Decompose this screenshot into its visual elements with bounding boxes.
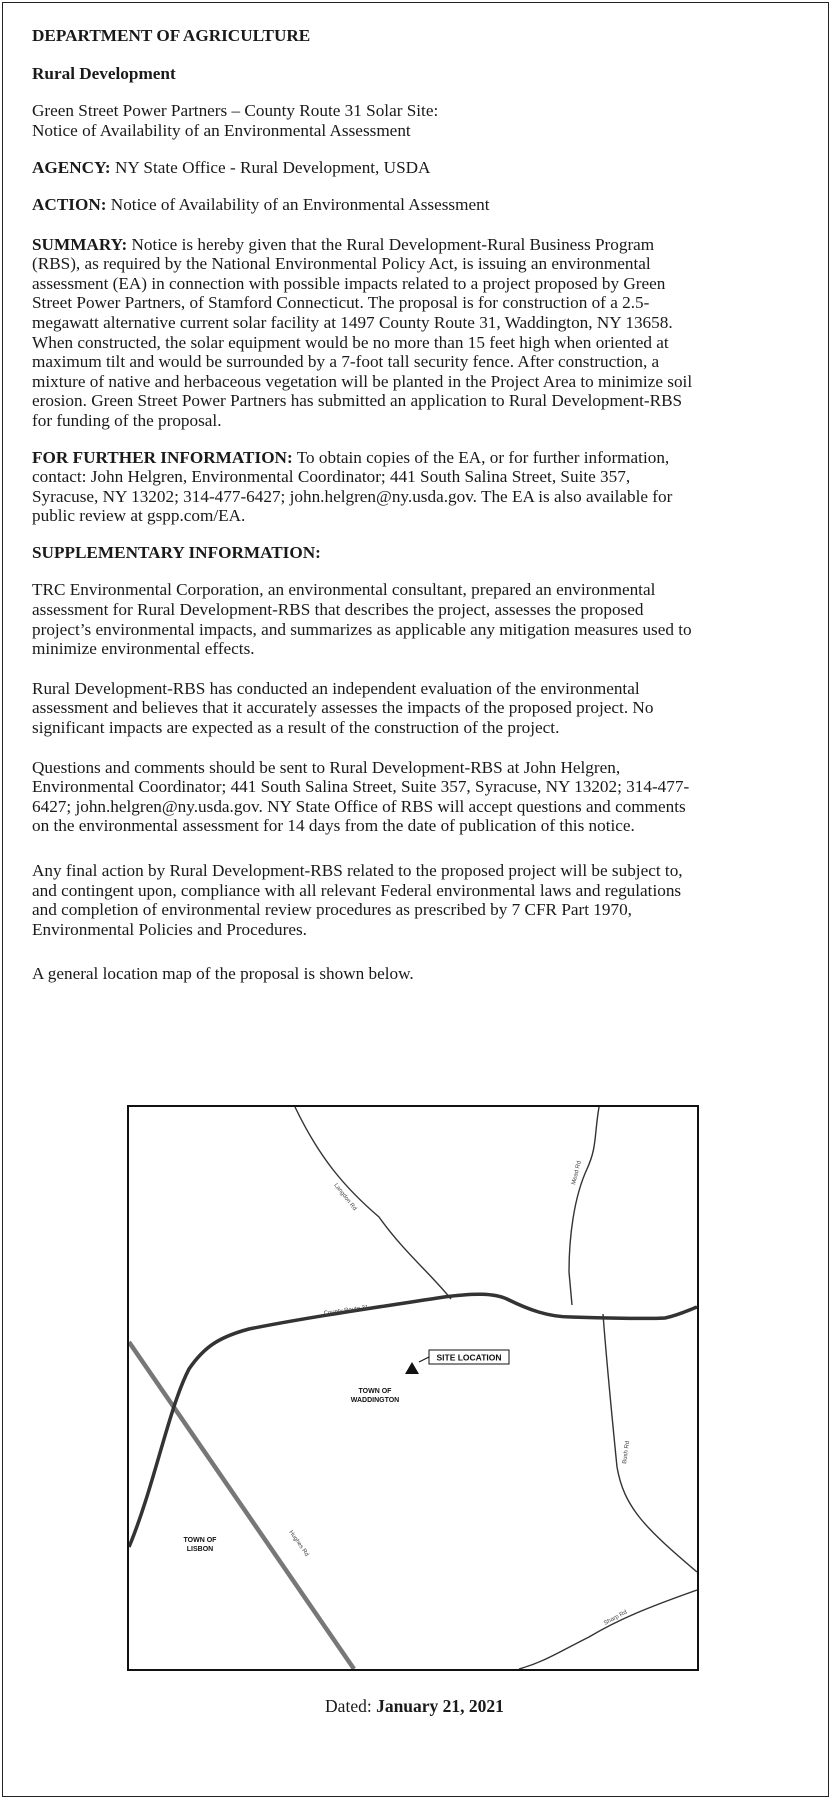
summary-line-text: Notice is hereby given that the Rural Development-Rural Business Program bbox=[127, 234, 655, 254]
summary-label: SUMMARY: bbox=[32, 234, 128, 254]
subagency-heading: Rural Development bbox=[32, 63, 176, 83]
summary-line: maximum tilt and would be surrounded by a 7-foot tall security fence. After construction, a bbox=[32, 352, 660, 372]
further-info-line bbox=[32, 448, 807, 468]
paragraph-line: assessment and believes that it accurately assesses the impacts of the proposed project. No bbox=[32, 698, 654, 718]
paragraph-line: Rural Development-RBS has conducted an independent evaluation of the environmental bbox=[32, 678, 640, 698]
paragraph-line: assessment for Rural Development-RBS that describes the project, assesses the proposed bbox=[32, 600, 644, 620]
road-label-langdon: Langdon Rd bbox=[332, 1182, 358, 1213]
road-line-langdon bbox=[295, 1107, 451, 1299]
town-lisbon-label: LISBON bbox=[186, 1546, 214, 1553]
supplementary-paragraph-2 bbox=[32, 679, 807, 738]
road-label-county-route-31: County Route 31 bbox=[323, 1304, 369, 1317]
supplementary-paragraph-4 bbox=[32, 861, 807, 939]
town-waddington-label: WADDINGTON bbox=[350, 1397, 400, 1404]
town-lisbon-label: TOWN OF bbox=[183, 1537, 217, 1544]
town-waddington-label: TOWN OF bbox=[358, 1388, 392, 1395]
dated-label: Dated: bbox=[325, 1696, 377, 1716]
road-line-mead bbox=[569, 1107, 599, 1305]
road-label-bush: Bush Rd bbox=[622, 1440, 632, 1465]
paragraph-line: TRC Environmental Corporation, an environmental consultant, prepared an environmental bbox=[32, 580, 656, 600]
paragraph-line: Any final action by Rural Development-RBS related to the proposed project will be subject to, bbox=[32, 861, 683, 880]
agency-text: NY State Office - Rural Development, USDA bbox=[110, 158, 431, 178]
paragraph-line: Environmental Coordinator; 441 South Salina Street, Suite 357, Syracuse, NY 13202; 314-477- bbox=[32, 777, 690, 797]
summary-line: When constructed, the solar equipment would be no more than 15 feet high when oriented at bbox=[32, 332, 669, 352]
site-location-label: SITE LOCATION bbox=[436, 1352, 502, 1363]
further-info-paragraph bbox=[32, 448, 807, 526]
summary-paragraph bbox=[32, 235, 807, 431]
road-line-bush bbox=[603, 1314, 697, 1572]
paragraph-line: 6427; john.helgren@ny.usda.gov. NY State Office of RBS will accept questions and comments bbox=[32, 796, 686, 816]
dated-value: January 21, 2021 bbox=[376, 1696, 504, 1716]
paragraph-line: minimize environmental effects. bbox=[32, 639, 255, 659]
road-label-hughes: Hughes Rd bbox=[287, 1529, 310, 1558]
notice-title bbox=[32, 101, 807, 140]
summary-line: mixture of native and herbaceous vegetation will be planted in the Project Area to minimize soil bbox=[32, 371, 693, 391]
paragraph-line: project’s environmental impacts, and summarizes as applicable any mitigation measures used to bbox=[32, 619, 692, 639]
paragraph-line: Questions and comments should be sent to Rural Development-RBS at John Helgren, bbox=[32, 757, 621, 777]
summary-line: megawatt alternative current solar facility at 1497 County Route 31, Waddington, NY 13658. bbox=[32, 312, 673, 332]
summary-line: (RBS), as required by the National Environmental Policy Act, is issuing an environmental bbox=[32, 254, 651, 274]
further-info-line: contact: John Helgren, Environmental Coordinator; 441 South Salina Street, Suite 357, bbox=[32, 467, 631, 487]
summary-line bbox=[32, 235, 807, 255]
site-leader-line bbox=[419, 1357, 429, 1362]
paragraph-line: Environmental Policies and Procedures. bbox=[32, 919, 307, 939]
summary-line: assessment (EA) in connection with possible impacts related to a project proposed by Green bbox=[32, 273, 666, 293]
paragraph-line: and contingent upon, compliance with all relevant Federal environmental laws and regulations bbox=[32, 880, 682, 900]
further-info-line: Syracuse, NY 13202; 314-477-6427; john.helgren@ny.usda.gov. The EA is also available for bbox=[32, 486, 673, 506]
supplementary-paragraph-3 bbox=[32, 758, 807, 836]
highway-line bbox=[129, 1342, 354, 1669]
supplementary-heading: SUPPLEMENTARY INFORMATION: bbox=[32, 542, 321, 562]
further-info-text: To obtain copies of the EA, or for further information, bbox=[292, 447, 670, 467]
paragraph-line: on the environmental assessment for 14 days from the date of publication of this notice. bbox=[32, 816, 635, 836]
action-label: ACTION: bbox=[32, 194, 107, 214]
location-map-svg bbox=[129, 1107, 697, 1669]
site-location-marker bbox=[405, 1362, 419, 1374]
road-label-sharp: Sharp Rd bbox=[603, 1609, 629, 1627]
summary-line: Street Power Partners, of Stamford Connecticut. The proposal is for construction of a 2.5- bbox=[32, 293, 650, 313]
action-line bbox=[32, 195, 807, 215]
supplementary-paragraph-1 bbox=[32, 580, 807, 658]
paragraph-line: significant impacts are expected as a result of the construction of the project. bbox=[32, 718, 560, 738]
summary-line: erosion. Green Street Power Partners has submitted an application to Rural Development-RBS bbox=[32, 391, 683, 411]
further-info-label: FOR FURTHER INFORMATION: bbox=[32, 447, 293, 467]
notice-title-line: Notice of Availability of an Environmental Assessment bbox=[32, 120, 411, 140]
road-label-mead: Mead Rd bbox=[571, 1160, 583, 1186]
further-info-line: public review at gspp.com/EA. bbox=[32, 506, 246, 526]
department-heading: DEPARTMENT OF AGRICULTURE bbox=[32, 26, 311, 45]
paragraph-line: and completion of environmental review procedures as prescribed by 7 CFR Part 1970, bbox=[32, 900, 632, 920]
map-intro-text: A general location map of the proposal is shown below. bbox=[32, 964, 414, 984]
location-map bbox=[127, 1105, 699, 1671]
notice-title-line: Green Street Power Partners – County Route 31 Solar Site: bbox=[32, 101, 439, 121]
action-text: Notice of Availability of an Environmental Assessment bbox=[106, 194, 490, 214]
notice-document bbox=[32, 26, 807, 984]
agency-label: AGENCY: bbox=[32, 158, 111, 178]
dated-line bbox=[0, 1696, 829, 1717]
summary-line: for funding of the proposal. bbox=[32, 410, 222, 430]
agency-line bbox=[32, 158, 807, 178]
road-line-sharp bbox=[519, 1590, 697, 1669]
